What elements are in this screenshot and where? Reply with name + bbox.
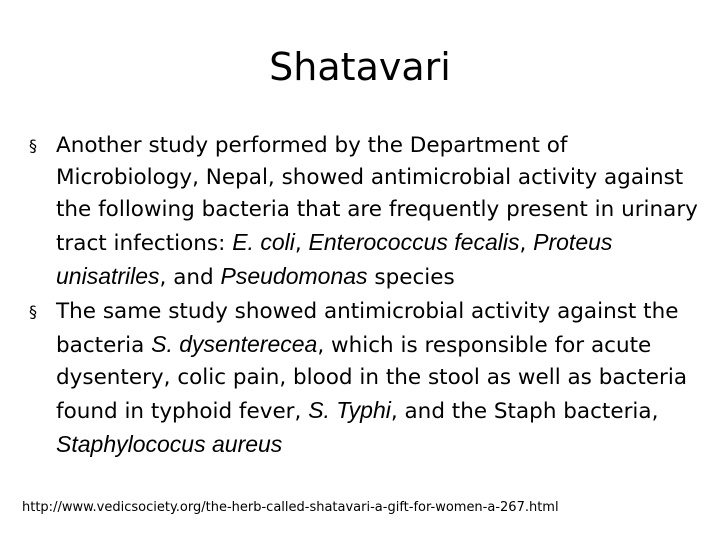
bacteria-name: E. coli bbox=[232, 229, 295, 255]
bullet-text: , bbox=[519, 231, 534, 256]
bacteria-name: S. Typhi bbox=[308, 397, 391, 423]
bullet-marker-icon: § bbox=[29, 302, 37, 321]
bacteria-name: Pseudomonas bbox=[220, 263, 368, 289]
bullet-text: The same study showed antimicrobial activity against the bacteria bbox=[56, 299, 679, 358]
bacteria-name: Staphylococus aureus bbox=[56, 431, 283, 457]
source-url: http://www.vedicsociety.org/the-herb-called-shatavari-a-gift-for-women-a-267.html bbox=[22, 500, 559, 515]
bullet-text: species bbox=[367, 265, 455, 290]
bullet-item-antimicrobial-dysentery bbox=[26, 296, 706, 462]
bullet-text: Another study performed by the Department of Microbiology, Nepal, showed antimicrobial activity against the following bacteria that are frequently present in urinary tract infections: bbox=[56, 133, 698, 256]
bacteria-name: S. dysenterecea bbox=[151, 331, 318, 357]
bullet-item-antimicrobial-urinary bbox=[26, 130, 706, 294]
bacteria-name: Proteus unisatriles bbox=[56, 229, 613, 289]
bullet-marker-icon: § bbox=[29, 136, 37, 155]
bullet-text: , and the Staph bacteria, bbox=[390, 399, 659, 424]
bullet-text: , and bbox=[159, 265, 221, 290]
bullet-text: , bbox=[294, 231, 309, 256]
bacteria-name: Enterococcus fecalis bbox=[308, 229, 520, 255]
bullet-list bbox=[26, 130, 706, 464]
bullet-text: , which is responsible for acute dysentery, colic pain, blood in the stool as well as bacteria found in typhoid fever, bbox=[56, 333, 687, 424]
slide-title: Shatavari bbox=[269, 45, 451, 89]
